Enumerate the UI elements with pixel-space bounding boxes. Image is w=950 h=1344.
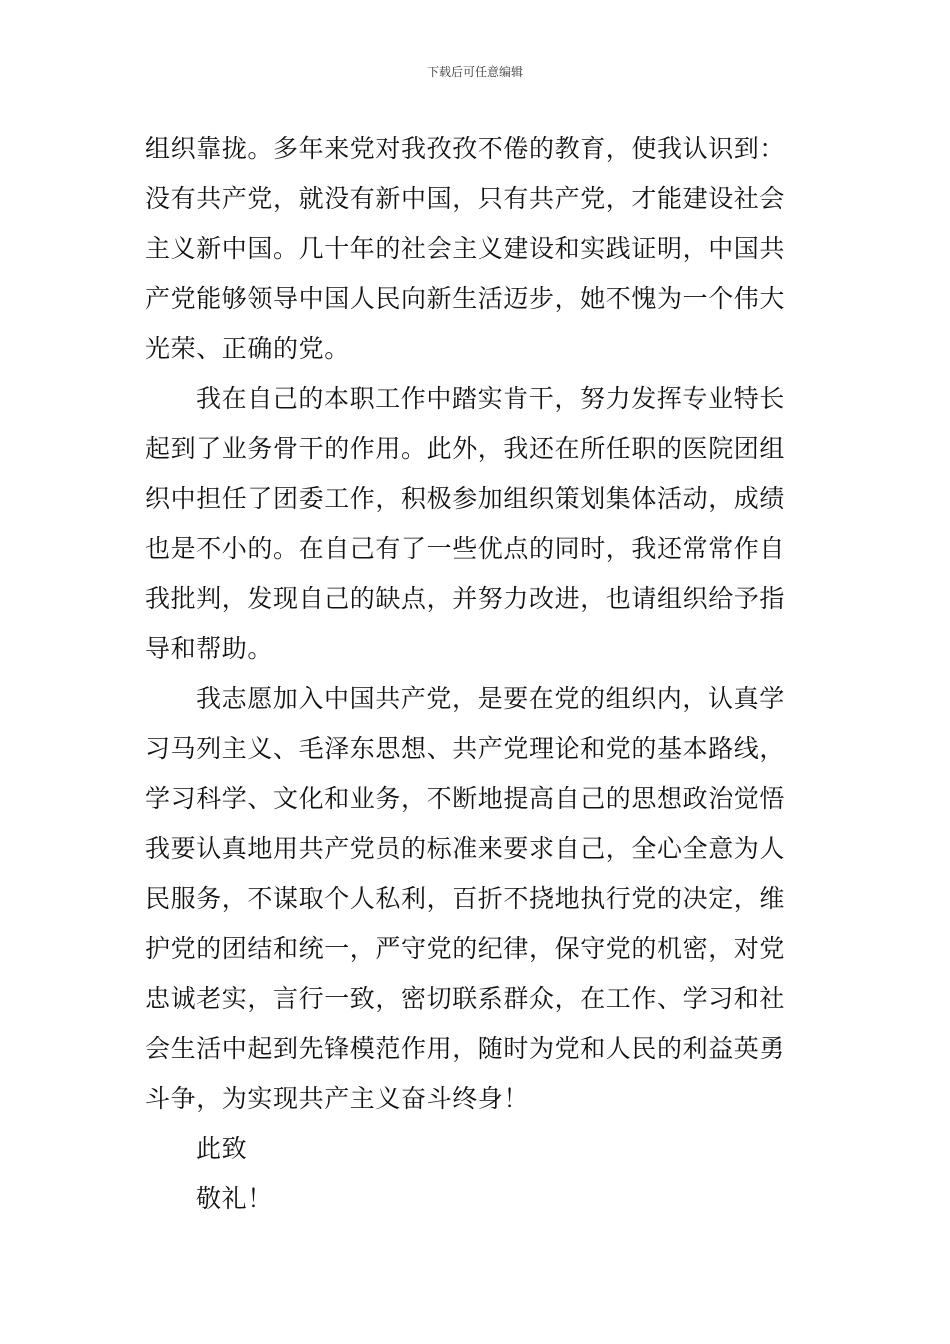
text-line: 起到了业务骨干的作用。此外，我还在所任职的医院团组	[145, 434, 786, 463]
text-line: 会生活中起到先锋模范作用，随时为党和人民的利益英勇	[145, 1034, 786, 1063]
text-line: 光荣、正确的党。	[145, 334, 350, 363]
text-line: 民服务，不谋取个人私利，百折不挠地执行党的决定，维	[145, 884, 786, 913]
text-line: 我志愿加入中国共产党，是要在党的组织内，认真学	[196, 684, 785, 713]
closing-regards: 敬礼！	[196, 1184, 273, 1213]
text-line: 组织靠拢。多年来党对我孜孜不倦的教育，使我认识到：	[145, 134, 786, 163]
text-line: 我要认真地用共产党员的标准来要求自己，全心全意为人	[145, 834, 786, 863]
text-line: 我在自己的本职工作中踏实肯干，努力发挥专业特长	[196, 384, 785, 413]
text-line: 学习科学、文化和业务，不断地提高自己的思想政治觉悟	[145, 784, 786, 813]
page-header: 下载后可任意编辑	[426, 65, 523, 79]
closing-salutation: 此致	[196, 1134, 248, 1163]
text-line: 护党的团结和统一，严守党的纪律，保守党的机密，对党	[145, 934, 786, 963]
document-body	[145, 124, 809, 1224]
text-line: 产党能够领导中国人民向新生活迈步，她不愧为一个伟大	[145, 284, 786, 313]
text-line: 织中担任了团委工作，积极参加组织策划集体活动，成绩	[145, 484, 786, 513]
text-line: 导和帮助。	[145, 634, 274, 663]
text-line: 忠诚老实，言行一致，密切联系群众，在工作、学习和社	[145, 984, 786, 1013]
text-line: 没有共产党，就没有新中国，只有共产党，才能建设社会	[145, 184, 786, 213]
text-line: 斗争，为实现共产主义奋斗终身！	[145, 1084, 530, 1113]
text-line: 习马列主义、毛泽东思想、共产党理论和党的基本路线，	[145, 734, 786, 763]
text-line: 主义新中国。几十年的社会主义建设和实践证明，中国共	[145, 234, 786, 263]
text-line: 也是不小的。在自己有了一些优点的同时，我还常常作自	[145, 534, 786, 563]
text-line: 我批判，发现自己的缺点，并努力改进，也请组织给予指	[145, 584, 786, 613]
